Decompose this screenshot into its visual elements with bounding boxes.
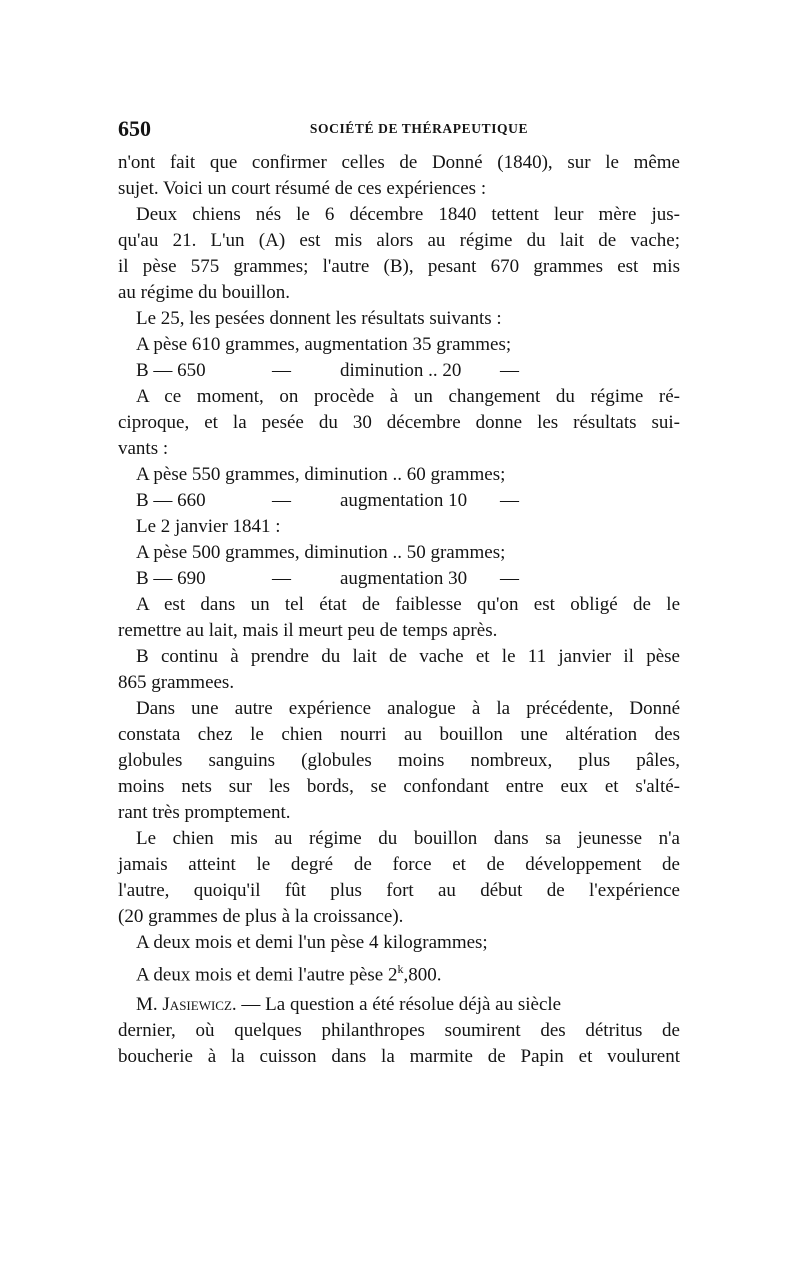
speaker-name: Jasiewicz — [162, 994, 232, 1015]
text-line: (20 grammes de plus à la croissance). — [118, 906, 404, 927]
text-line: B continu à prendre du lait de vache et le 11 janvier il pèse — [136, 646, 680, 667]
text-line: Dans une autre expérience analogue à la précédente, Donné — [136, 698, 680, 719]
page-header — [118, 116, 680, 146]
text-line: Le chien mis au régime du bouillon dans sa jeunesse n'a — [136, 828, 680, 849]
weight-cell: — — [272, 360, 291, 381]
text-line: A pèse 610 grammes, augmentation 35 grammes; — [136, 334, 512, 355]
text-line: l'autre, quoiqu'il fût plus fort au début de l'expérience — [118, 880, 680, 901]
text-line: au régime du bouillon. — [118, 282, 291, 303]
text-span: . — La question a été résolue déjà au siècle — [231, 994, 562, 1015]
text-line: A pèse 550 grammes, diminution .. 60 grammes; — [136, 464, 506, 485]
page-number: 650 — [118, 116, 151, 141]
speaker-line — [118, 992, 680, 1018]
text-line: sujet. Voici un court résumé de ces expériences : — [118, 178, 487, 199]
text-line: qu'au 21. L'un (A) est mis alors au régime du lait de vache; — [118, 230, 680, 251]
superscript: k — [397, 962, 404, 976]
text-line: globules sanguins (globules moins nombreux, plus pâles, — [118, 750, 680, 771]
body-text — [118, 150, 680, 1070]
text-line: vants : — [118, 438, 169, 459]
text-line: Deux chiens nés le 6 décembre 1840 tettent leur mère jus- — [136, 204, 680, 225]
weight-row — [118, 358, 680, 384]
weight-cell: B — 650 — [136, 360, 206, 381]
text-line: Le 2 janvier 1841 : — [136, 516, 281, 537]
text-line: rant très promptement. — [118, 802, 291, 823]
text-span: M. — [136, 994, 163, 1015]
weight-cell: — — [272, 568, 291, 589]
weight-cell: — — [500, 568, 519, 589]
weight-cell: diminution .. 20 — [340, 360, 462, 381]
text-line: 865 grammees. — [118, 672, 235, 693]
text-line: dernier, où quelques philanthropes soumirent des détritus de — [118, 1020, 680, 1041]
text-line: n'ont fait que confirmer celles de Donné (1840), sur le même — [118, 152, 680, 173]
text-span: A deux mois et demi l'autre pèse 2 — [136, 964, 398, 986]
text-line: A ce moment, on procède à un changement du régime ré- — [136, 386, 680, 407]
weight-cell: B — 690 — [136, 568, 206, 589]
text-line: jamais atteint le degré de force et de développement de — [118, 854, 680, 875]
running-head: SOCIÉTÉ DE THÉRAPEUTIQUE — [309, 121, 529, 136]
weight-cell: — — [272, 490, 291, 511]
text-line: A pèse 500 grammes, diminution .. 50 grammes; — [136, 542, 506, 563]
text-line: ciproque, et la pesée du 30 décembre donne les résultats sui- — [118, 412, 680, 433]
text-line: A est dans un tel état de faiblesse qu'on est obligé de le — [136, 594, 680, 615]
weight-cell: augmentation 30 — [340, 568, 468, 589]
text-line: Le 25, les pesées donnent les résultats suivants : — [136, 308, 502, 329]
weight-cell: — — [500, 490, 519, 511]
text-line — [118, 956, 680, 986]
text-line: boucherie à la cuisson dans la marmite de Papin et voulurent — [118, 1046, 680, 1067]
weight-row — [118, 566, 680, 592]
text-line: constata chez le chien nourri au bouillon une altération des — [118, 724, 680, 745]
text-line: A deux mois et demi l'un pèse 4 kilogrammes; — [136, 932, 488, 953]
text-span: ,800. — [403, 964, 442, 986]
weight-cell: B — 660 — [136, 490, 206, 511]
weight-cell: — — [500, 360, 519, 381]
text-line: moins nets sur les bords, se confondant entre eux et s'alté- — [118, 776, 680, 797]
weight-cell: augmentation 10 — [340, 490, 468, 511]
text-line: remettre au lait, mais il meurt peu de temps après. — [118, 620, 498, 641]
text-line: il pèse 575 grammes; l'autre (B), pesant 670 grammes est mis — [118, 256, 680, 277]
weight-row — [118, 488, 680, 514]
